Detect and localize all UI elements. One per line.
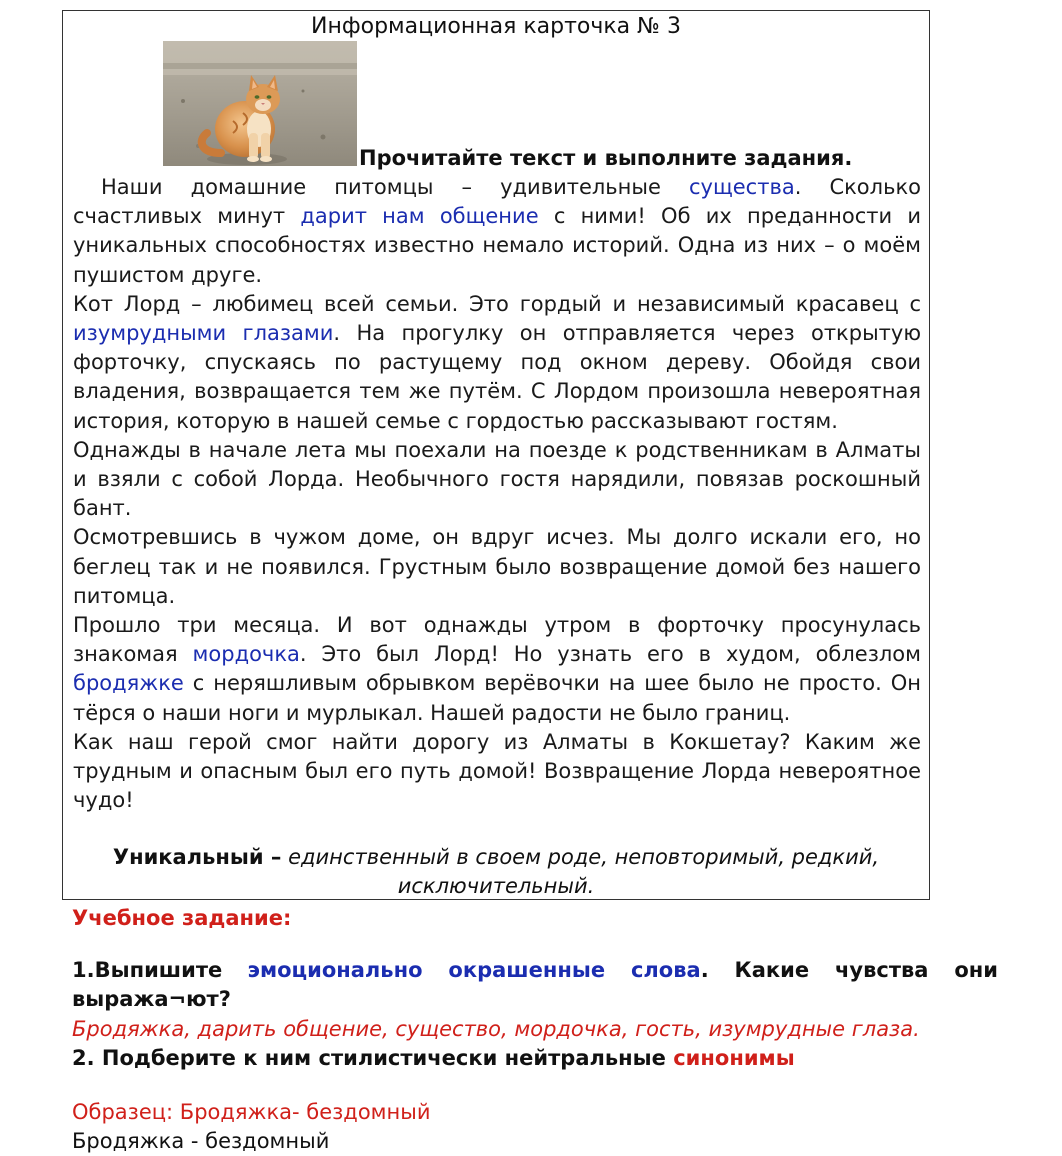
story-text-run: Однажды в начале лета мы поехали на поезде к родственникам в Алматы и взяли с собой Лорда. Необычного гостя нарядили, повязав роскошный бант.	[73, 437, 921, 521]
highlighted-word: бродяжке	[73, 671, 184, 696]
task-heading: Учебное задание:	[72, 906, 292, 930]
story-text-run: Кот Лорд – любимец всей семьи. Это гордый и независимый красавец с	[73, 291, 921, 316]
card-title: Информационная карточка № 3	[310, 14, 681, 39]
task-1-answer: Бродяжка, дарить общение, существо, мордочка, гость, изумрудные глаза.	[72, 1017, 920, 1041]
definition-meaning: единственный в своем роде, неповторимый, редкий, исключительный.	[281, 845, 880, 898]
word-definition	[93, 843, 899, 901]
story-text-run: с ними! Об их преданности и уникальных способностях известно немало историй. Одна из них – о моём пушистом друге.	[73, 204, 921, 287]
task-2	[72, 1044, 795, 1073]
task-2-text: 2. Подберите к ним стилистически нейтральные	[72, 1046, 674, 1070]
highlighted-word: мордочка	[192, 642, 300, 667]
cutoff-line: Бродяжка - бездомный	[72, 1129, 330, 1153]
highlighted-word: изумрудными глазами	[73, 321, 334, 346]
task-1-highlight: эмоционально окрашенные слова	[247, 958, 701, 982]
story-paragraph	[73, 173, 921, 290]
highlighted-word: дарит нам общение	[300, 204, 539, 229]
story-paragraph	[73, 436, 921, 524]
story-paragraph	[73, 523, 921, 611]
story-text-run: с неряшливым обрывком верёвочки на шее было не просто. Он тёрся о наши ноги и мурлыкал. Нашей радости не было границ.	[73, 671, 921, 725]
highlighted-word: существа	[689, 175, 795, 199]
info-card	[62, 10, 930, 900]
story-text-run: . На прогулку он отправляется через открытую форточку, спускаясь по растущему под окном дереву. Обойдя свои владения, возвращается тем же путём. С Лордом произошла невероятная история, которую в нашей семье с гордостью рассказывают гостям.	[73, 321, 921, 433]
story-text-run: Осмотревшись в чужом доме, он вдруг исчез. Мы долго искали его, но беглец так и не появился. Грустным было возвращение домой без нашего питомца.	[73, 525, 921, 608]
reading-instruction: Прочитайте текст и выполните задания.	[359, 146, 853, 170]
task-2-highlight: синонимы	[673, 1046, 795, 1070]
task-1-rest: . Какие чувства они выража¬ют?	[72, 958, 998, 1011]
definition-term: Уникальный –	[112, 845, 282, 869]
story-text-run: . Сколько счастливых минут	[73, 175, 921, 229]
story-paragraph	[73, 611, 921, 728]
story-text-run: . Это был Лорд! Но узнать его в худом, облезлом	[299, 642, 921, 667]
task-1	[72, 956, 998, 1014]
story-text-run: Прошло три месяца. И вот однажды утром в форточку просунулась знакомая	[73, 613, 921, 667]
sample-answer: Образец: Бродяжка- бездомный	[72, 1100, 431, 1124]
story-text	[73, 173, 921, 815]
story-text-run: Как наш герой смог найти дорогу из Алматы в Кокшетау? Каким же трудным и опасным был его путь домой! Возвращение Лорда невероятное чудо!	[73, 729, 921, 813]
story-paragraph	[73, 728, 921, 816]
story-paragraph	[73, 290, 921, 436]
task-1-lead: 1.Выпишите	[72, 958, 223, 982]
cat-photo	[163, 41, 357, 166]
story-text-run: Наши домашние питомцы – удивительные	[101, 175, 689, 199]
